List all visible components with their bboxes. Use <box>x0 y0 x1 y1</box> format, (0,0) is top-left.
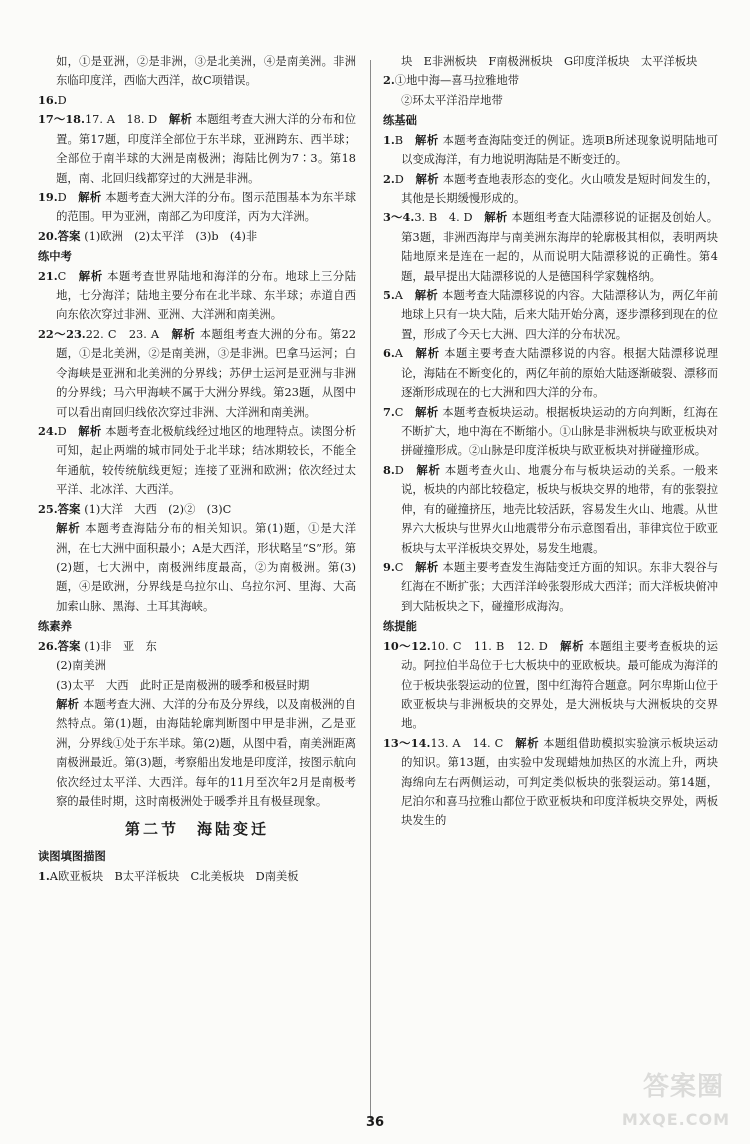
explanation-text: 本题主要考查大陆漂移说的内容。根据大陆漂移说理论，海陆在不断变化的，两亿年前的原始大陆逐渐破裂、漂移而逐渐形成现在的七大洲和四大洋的分布。 <box>401 347 718 400</box>
answer-text: D <box>394 463 417 477</box>
answer-item <box>38 227 356 246</box>
question-number: 5. <box>383 288 395 303</box>
keyword-label: 解析 <box>414 288 439 303</box>
explanation-text: 本题考查板块运动。根据板块运动的方向判断，红海在不断扩大，地中海在不断缩小。①山脉是非洲板块与欧亚板块对拼碰撞形成。②山脉是印度洋板块与欧亚板块对拼碰撞形成。 <box>401 405 719 458</box>
explanation-text: 本题考查大洲大洋的分布。图示范围基本为东半球的范围。甲为亚洲，南部乙为印度洋，丙为大洋洲。 <box>56 190 357 224</box>
explanation-text: 本题考查海陆分布的相关知识。第(1)题，①是大洋洲，在七大洲中面积最小；A是大西洋，形状略呈“S”形。第(2)题，七大洲中，南极洲纬度最高，②为南极洲。第(3)题，④是欧洲，分界线是乌拉尔山、乌拉尔河、里海、大高加索山脉、黑海、土耳其海峡。 <box>56 522 356 613</box>
answer-text: D <box>57 425 79 439</box>
keyword-label: 解析 <box>415 346 440 361</box>
answer-item <box>383 208 718 286</box>
question-number: 22～23. <box>38 326 86 341</box>
answer-item <box>383 286 718 344</box>
explanation-text: 本题组考查大陆漂移说的证据及创始人。第3题，非洲西海岸与南美洲东海岸的轮廓极其相似，表明两块陆地原来是连在一起的，从而说明大陆漂移说的正确性。第4题，最早提出大陆漂移说的人是德国科学家魏格纳。 <box>401 211 719 283</box>
column-divider <box>370 60 371 1120</box>
explanation-text: 本题组主要考查板块的运动。阿拉伯半岛位于七大板块中的亚欧板块。最可能成为海洋的位于板块张裂运动的位置，图中红海符合题意。阿尔卑斯山位于欧亚板块与非洲板块的交界处，是大洲板块与大洲板块的交界地。 <box>401 639 719 731</box>
answer-text: C <box>394 560 416 574</box>
exercise-section-label: 练中考 <box>38 249 72 264</box>
explanation-text: 本题考查海陆变迁的例证。选项B所述现象说明陆地可以变成海洋，有力地说明海陆是不断变迁的。 <box>401 133 718 167</box>
keyword-label: 解析 <box>415 132 439 147</box>
answer-item <box>383 71 718 90</box>
answer-continuation <box>38 676 356 695</box>
explanation-text: 本题主要考查发生海陆变迁方面的知识。东非大裂谷与红海在不断扩张；大西洋洋岭张裂形成大西洋；而大洋板块俯冲到大陆板块之下，碰撞形成海沟。 <box>401 560 719 613</box>
answer-text: 10. C 11. B 12. D <box>430 639 561 653</box>
question-number: 26. <box>38 638 58 653</box>
explanation-text: 本题组考查大洲大洋的分布和位置。第17题，印度洋全部位于东半球，亚洲跨东、西半球；全部位于南半球的大洲是南极洲；海陆比例为7∶3。第18题，南、北回归线都穿过的大洲是非洲。 <box>56 113 357 185</box>
answer-text: (3)太平 大西 此时正是南极洲的暖季和极昼时期 <box>56 678 310 692</box>
keyword-label: 解析 <box>78 268 103 283</box>
answer-text: C <box>57 269 79 283</box>
question-number: 17～18. <box>38 112 85 127</box>
answer-text: A欧亚板块 B太平洋板块 C北美板块 D南美板 <box>49 869 299 883</box>
exercise-section-label: 练提能 <box>383 619 417 634</box>
answer-text: A <box>394 289 415 303</box>
answer-continuation <box>38 656 356 675</box>
keyword-label: 答案 <box>57 228 81 243</box>
answer-item <box>38 267 356 325</box>
question-number: 24. <box>38 424 58 439</box>
answer-item <box>383 403 718 461</box>
question-number: 19. <box>38 189 58 204</box>
question-number: 1. <box>38 868 50 883</box>
keyword-label: 解析 <box>168 112 193 127</box>
keyword-label: 解析 <box>78 424 102 439</box>
question-number: 7. <box>383 404 395 419</box>
explanation-text: (1)大洋 大西 (2)② (3)C <box>80 502 232 516</box>
answer-continuation <box>38 519 356 616</box>
explanation-text: (1)欧洲 (2)太平洋 (3)b (4)非 <box>80 229 258 243</box>
answer-text: ①地中海—喜马拉雅地带 <box>394 74 520 88</box>
answer-text: B <box>394 133 416 147</box>
keyword-label: 解析 <box>415 404 439 419</box>
answer-text: C <box>394 405 416 419</box>
answer-item <box>383 461 718 558</box>
answer-item <box>383 344 718 402</box>
explanation-text: 本题考查地表形态的变化。火山喷发是短时间发生的，其他是长期缓慢形成的。 <box>401 172 719 205</box>
answer-text: D <box>57 93 67 107</box>
keyword-label: 解析 <box>515 735 540 750</box>
question-number: 1. <box>383 132 395 147</box>
right-column <box>383 52 718 831</box>
keyword-label: 解析 <box>560 638 585 653</box>
section-title: 第二节 海陆变迁 <box>124 820 269 839</box>
answer-item <box>383 170 718 209</box>
explanation-text: 本题组借助模拟实验演示板块运动的知识。第13题，由实验中发现蜡烛加热区的水流上升，两块海绵向左右两侧运动，可判定类似板块的张裂运动。第14题，尼泊尔和喜马拉雅山都位于欧亚板块和印度洋板块交界处，两板块发生的 <box>401 736 719 828</box>
keyword-label: 解析 <box>56 521 81 536</box>
question-number: 21. <box>38 268 58 283</box>
answer-item <box>38 188 356 227</box>
question-number: 25. <box>38 501 58 516</box>
explanation-text: 本题考查火山、地震分布与板块运动的关系。一般来说，板块的内部比较稳定，板块与板块交界的地带，有的张裂拉伸，有的碰撞挤压，地壳比较活跃，容易发生火山、地震。从世界六大板块与世界火山地震带分布示意图看出，菲律宾位于欧亚板块与太平洋板块交界处，易发生地震。 <box>401 463 719 555</box>
answer-item <box>38 325 356 422</box>
answer-item <box>383 131 718 170</box>
answer-continuation <box>38 52 356 91</box>
question-number: 2. <box>383 171 395 186</box>
left-column <box>38 52 356 886</box>
answer-text: 如，①是亚洲，②是非洲，③是北美洲，④是南美洲。非洲东临印度洋，西临大西洋，故C项错误。 <box>56 55 356 88</box>
question-number: 10～12. <box>383 638 431 653</box>
exercise-section-label: 练基础 <box>383 113 417 128</box>
answer-text: (2)南美洲 <box>56 659 106 673</box>
answer-text: A <box>394 347 416 361</box>
answer-continuation <box>383 91 718 110</box>
answer-text: 17. A 18. D <box>84 113 169 127</box>
explanation-text: (1)非 亚 东 <box>80 639 157 653</box>
answer-text: 块 E非洲板块 F南极洲板块 G印度洋板块 太平洋板块 <box>401 55 698 68</box>
question-number: 20. <box>38 228 58 243</box>
answer-item <box>38 422 356 500</box>
answer-text: D <box>57 190 79 204</box>
answer-continuation <box>38 695 356 812</box>
keyword-label: 解析 <box>484 210 508 225</box>
answer-continuation <box>383 52 718 71</box>
keyword-label: 解析 <box>171 326 196 341</box>
watermark-top-text: 答案圈 <box>642 1072 724 1103</box>
page-number: 36 <box>365 1115 385 1130</box>
keyword-label: 答案 <box>57 638 81 653</box>
question-number: 8. <box>383 462 395 477</box>
keyword-label: 答案 <box>57 501 81 516</box>
keyword-label: 解析 <box>415 559 439 574</box>
question-number: 9. <box>383 559 395 574</box>
question-number: 16. <box>38 92 58 107</box>
watermark-bottom-text: MXQE.COM <box>621 1110 730 1130</box>
answer-item <box>383 558 718 616</box>
keyword-label: 解析 <box>415 171 439 186</box>
answer-text: 22. C 23. A <box>85 327 172 341</box>
answer-text: D <box>394 172 416 186</box>
answer-item <box>38 91 356 110</box>
answer-text: ②环太平洋沿岸地带 <box>401 93 503 107</box>
answer-item <box>38 637 356 656</box>
question-number: 6. <box>383 346 395 361</box>
question-number: 13～14. <box>383 735 431 750</box>
answer-item <box>38 867 356 886</box>
answer-item <box>38 110 356 188</box>
keyword-label: 解析 <box>416 462 441 477</box>
question-number: 3～4. <box>383 210 415 225</box>
exercise-section-label: 读图填图描图 <box>38 849 106 864</box>
answer-text: 3. B 4. D <box>414 211 485 225</box>
watermark-logo <box>621 1072 742 1140</box>
answer-item <box>38 500 356 519</box>
answer-text: 13. A 14. C <box>430 736 516 750</box>
answer-item <box>383 637 718 734</box>
question-number: 2. <box>383 73 395 88</box>
explanation-text: 本题考查大陆漂移说的内容。大陆漂移认为，两亿年前地球上只有一块大陆，后来大陆开始分离，逐步漂移到现在的位置，形成了今天七大洲、四大洋的分布状况。 <box>401 289 719 341</box>
exercise-section-label: 练素养 <box>38 619 72 634</box>
explanation-text: 本题考查北极航线经过地区的地理特点。读图分析可知，起止两端的城市同处于北半球；结冰期较长，不能全年通航，较传统航线更短；连接了亚洲和欧洲；依次经过太平洋、北冰洋、大西洋。 <box>56 425 357 497</box>
keyword-label: 解析 <box>56 696 80 711</box>
keyword-label: 解析 <box>78 189 102 204</box>
explanation-text: 本题考查世界陆地和海洋的分布。地球上三分陆地，七分海洋；陆地主要分布在北半球、东半球；赤道自西向东依次穿过非洲、亚洲、大洋洲和南美洲。 <box>56 269 357 322</box>
explanation-text: 本题考查大洲、大洋的分布及分界线，以及南极洲的自然特点。第(1)题，由海陆轮廓判断图中甲是非洲，乙是亚洲，分界线①处于东半球。第(2)题，从图中看，南美洲距离南极洲最近。第(3)题，考察船出发地是印度洋，按图示航向依次经过太平洋、大西洋。每年的11月至次年2月是南极考察的最佳时期，这时南极洲处于暖季并且有极昼现象。 <box>56 697 357 809</box>
explanation-text: 本题组考查大洲的分布。第22题，①是北美洲，②是南美洲，③是非洲。巴拿马运河；白令海峡是亚洲和北美洲的分界线；苏伊士运河是亚洲与非洲的分界线；马六甲海峡不属于大洲分界线。第23题，从图中可以看出南回归线依次穿过非洲、大洋洲和南美洲。 <box>56 327 357 419</box>
answer-item <box>383 734 718 831</box>
